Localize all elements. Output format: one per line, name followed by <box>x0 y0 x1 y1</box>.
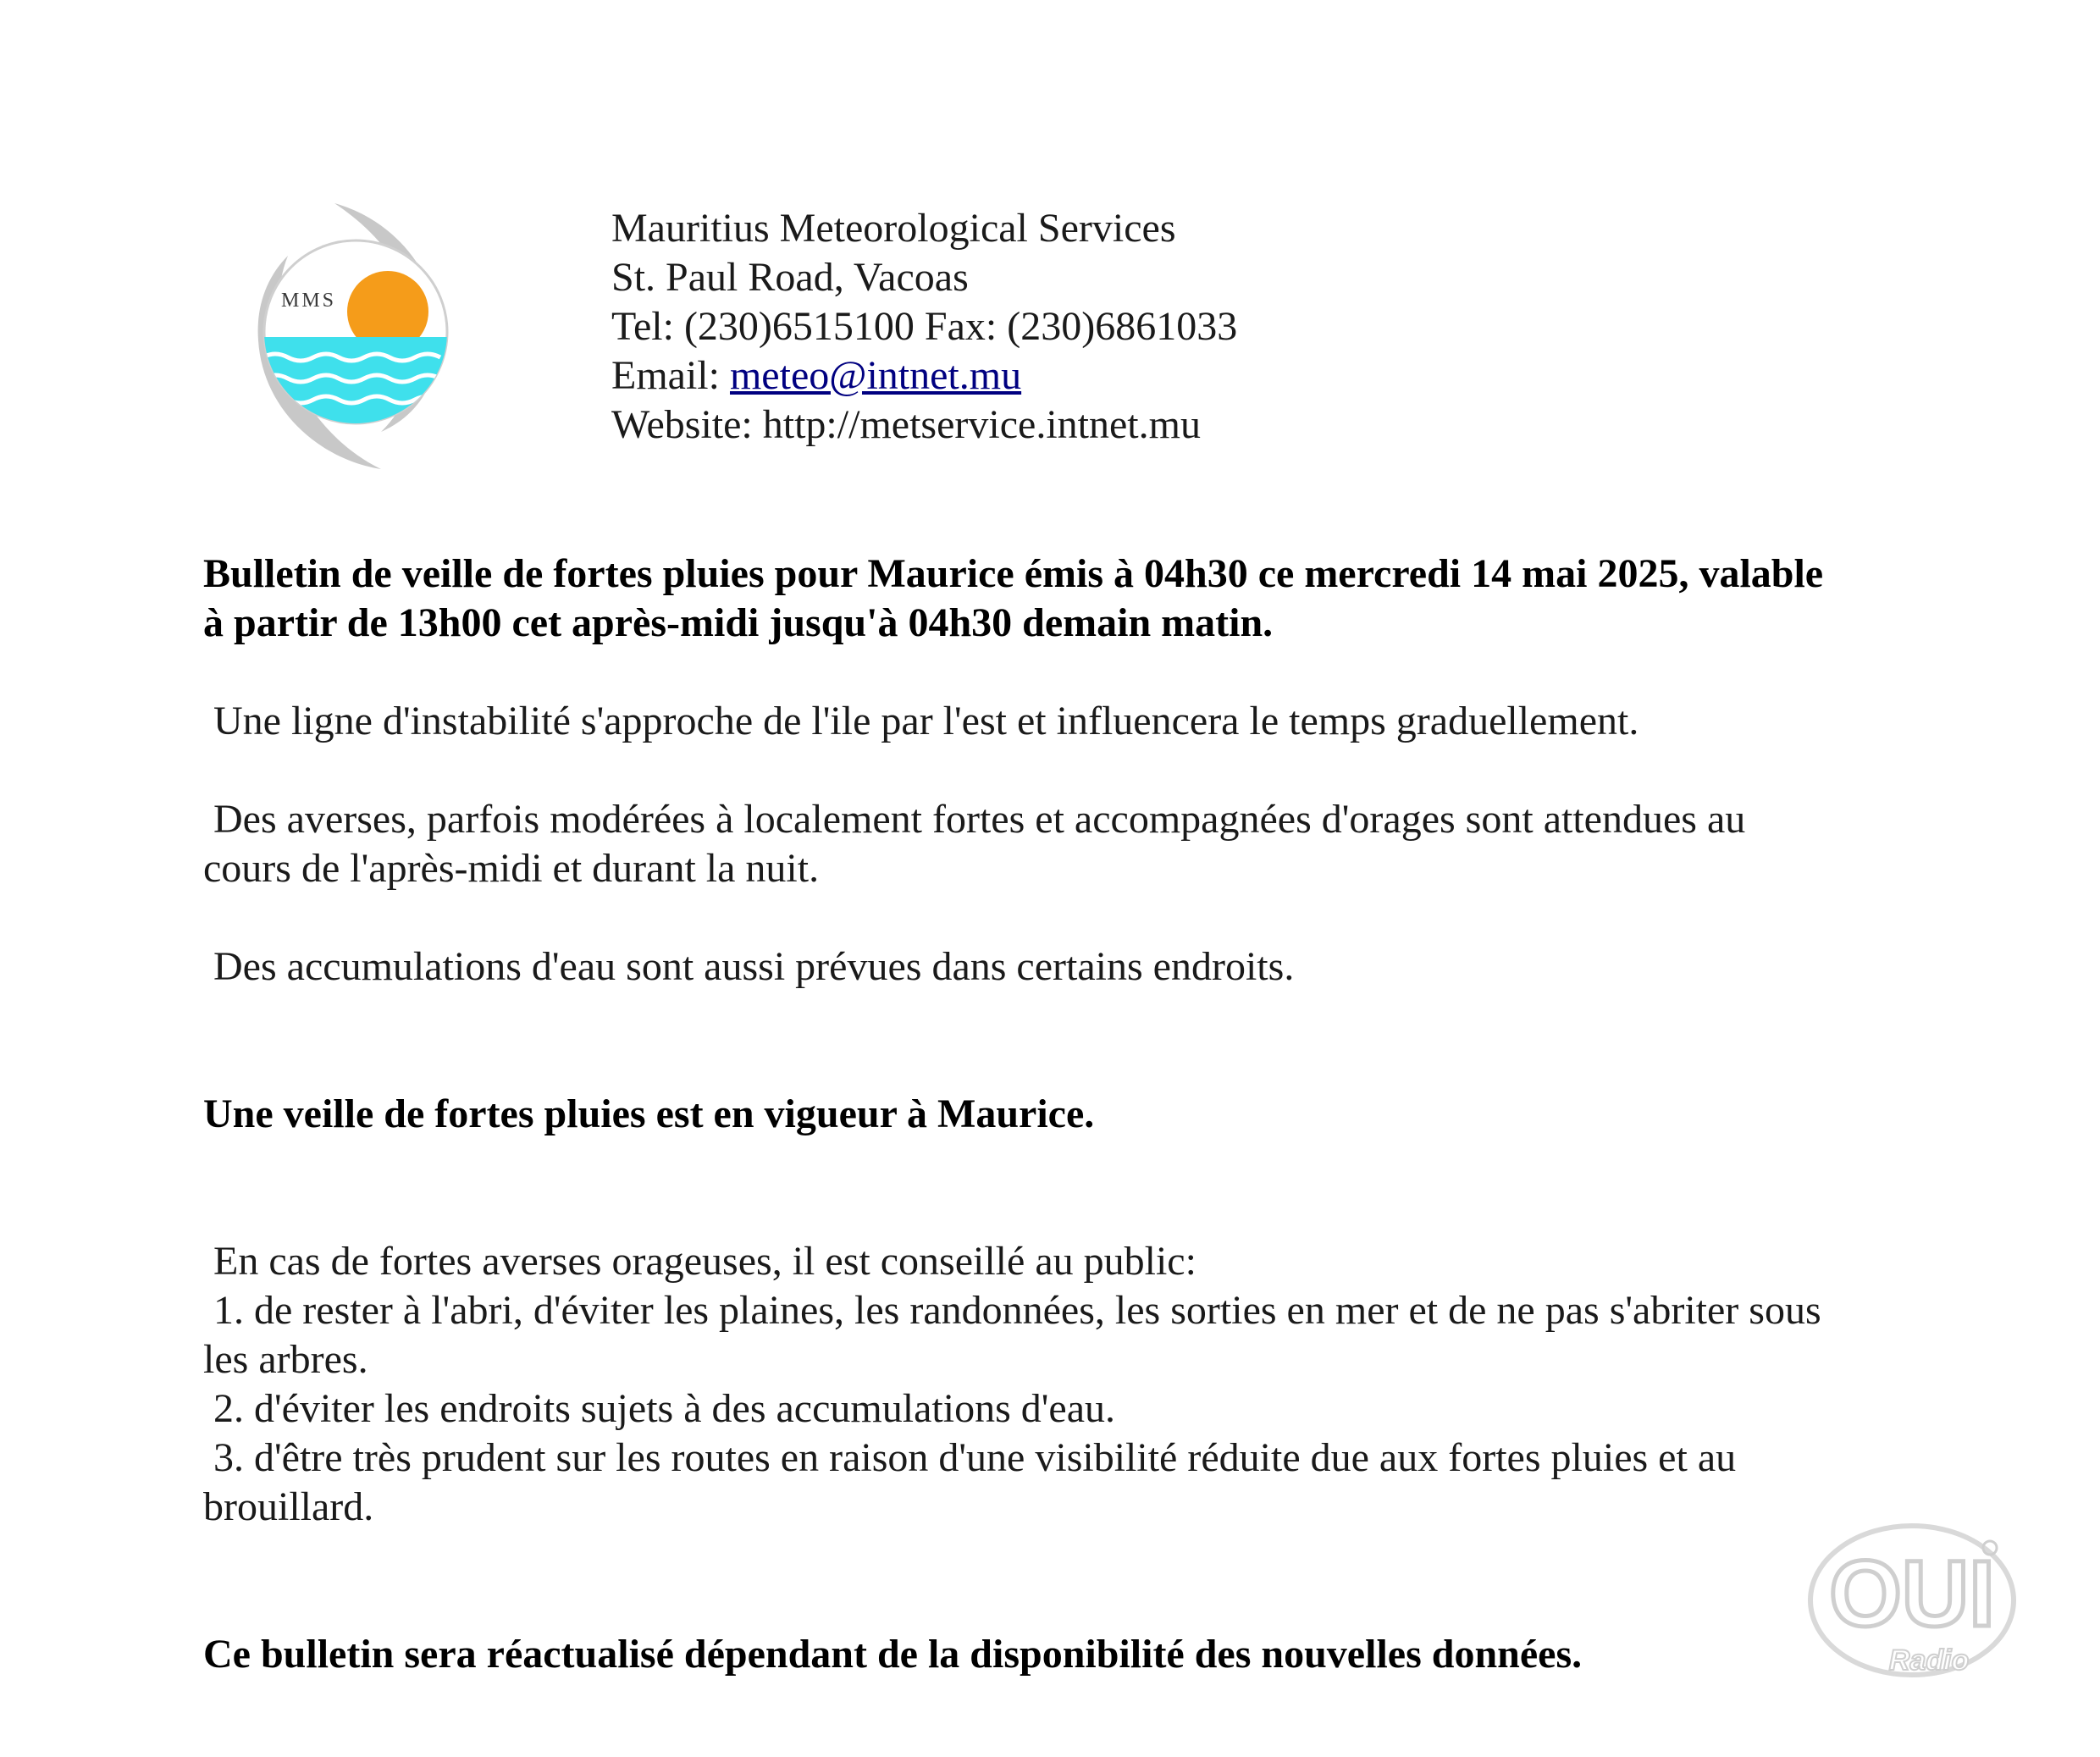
oui-radio-logo-icon <box>1802 1516 2022 1685</box>
paragraph-line: Une ligne d'instabilité s'approche de l'ile par l'est et influencera le temps graduellement. <box>203 699 1639 743</box>
email-link[interactable]: meteo@intnet.mu <box>729 353 1022 398</box>
paragraph-accumulations <box>203 942 1931 992</box>
footer-statement <box>203 1630 1931 1679</box>
logo-text: MMS <box>281 290 337 312</box>
advice-item-1-line-2: les arbres. <box>203 1337 368 1382</box>
bulletin-title-line-2: à partir de 13h00 cet après-midi jusqu'à 04h30 demain matin. <box>203 600 1274 645</box>
watermark-subtext: Radio <box>1888 1644 1970 1677</box>
letterhead <box>611 204 1237 450</box>
footer-line: Ce bulletin sera réactualisé dépendant de la disponibilité des nouvelles données. <box>203 1632 1583 1677</box>
advice-item-3-line-2: brouillard. <box>203 1484 374 1529</box>
mms-logo-icon <box>254 196 457 476</box>
paragraph-instability <box>203 697 1931 746</box>
bulletin-title-line-1: Bulletin de veille de fortes pluies pour Maurice émis à 04h30 ce mercredi 14 mai 2025, valable <box>203 551 1824 596</box>
org-name: Mauritius Meteorological Services <box>611 206 1176 251</box>
advice-item-2: 2. d'éviter les endroits sujets à des accumulations d'eau. <box>203 1386 1115 1431</box>
status-statement <box>203 1090 1931 1139</box>
paragraph-showers <box>203 795 1931 893</box>
advice-item-1-line-1: 1. de rester à l'abri, d'éviter les plaines, les randonnées, les sorties en mer et de ne pas s'abriter sous <box>203 1288 1821 1333</box>
email-line <box>611 351 1237 401</box>
advice-item-3-line-1: 3. d'être très prudent sur les routes en raison d'une visibilité réduite due aux fortes pluies et au <box>203 1435 1737 1480</box>
status-line: Une veille de fortes pluies est en vigueur à Maurice. <box>203 1091 1095 1136</box>
org-address: St. Paul Road, Vacoas <box>611 255 969 300</box>
tel-fax: Tel: (230)6515100 Fax: (230)6861033 <box>611 304 1238 349</box>
bulletin-title <box>203 550 1931 648</box>
advice-section <box>203 1237 1931 1532</box>
website-line: Website: http://metservice.intnet.mu <box>611 402 1201 447</box>
paragraph-line: cours de l'après-midi et durant la nuit. <box>203 846 820 891</box>
paragraph-line: Des averses, parfois modérées à localement fortes et accompagnées d'orages sont attendues au <box>203 797 1746 842</box>
paragraph-line: Des accumulations d'eau sont aussi prévues dans certains endroits. <box>203 944 1295 989</box>
watermark-text: OUI <box>1829 1542 1995 1646</box>
email-label: Email: <box>611 353 730 398</box>
advice-intro: En cas de fortes averses orageuses, il est conseillé au public: <box>203 1239 1196 1284</box>
